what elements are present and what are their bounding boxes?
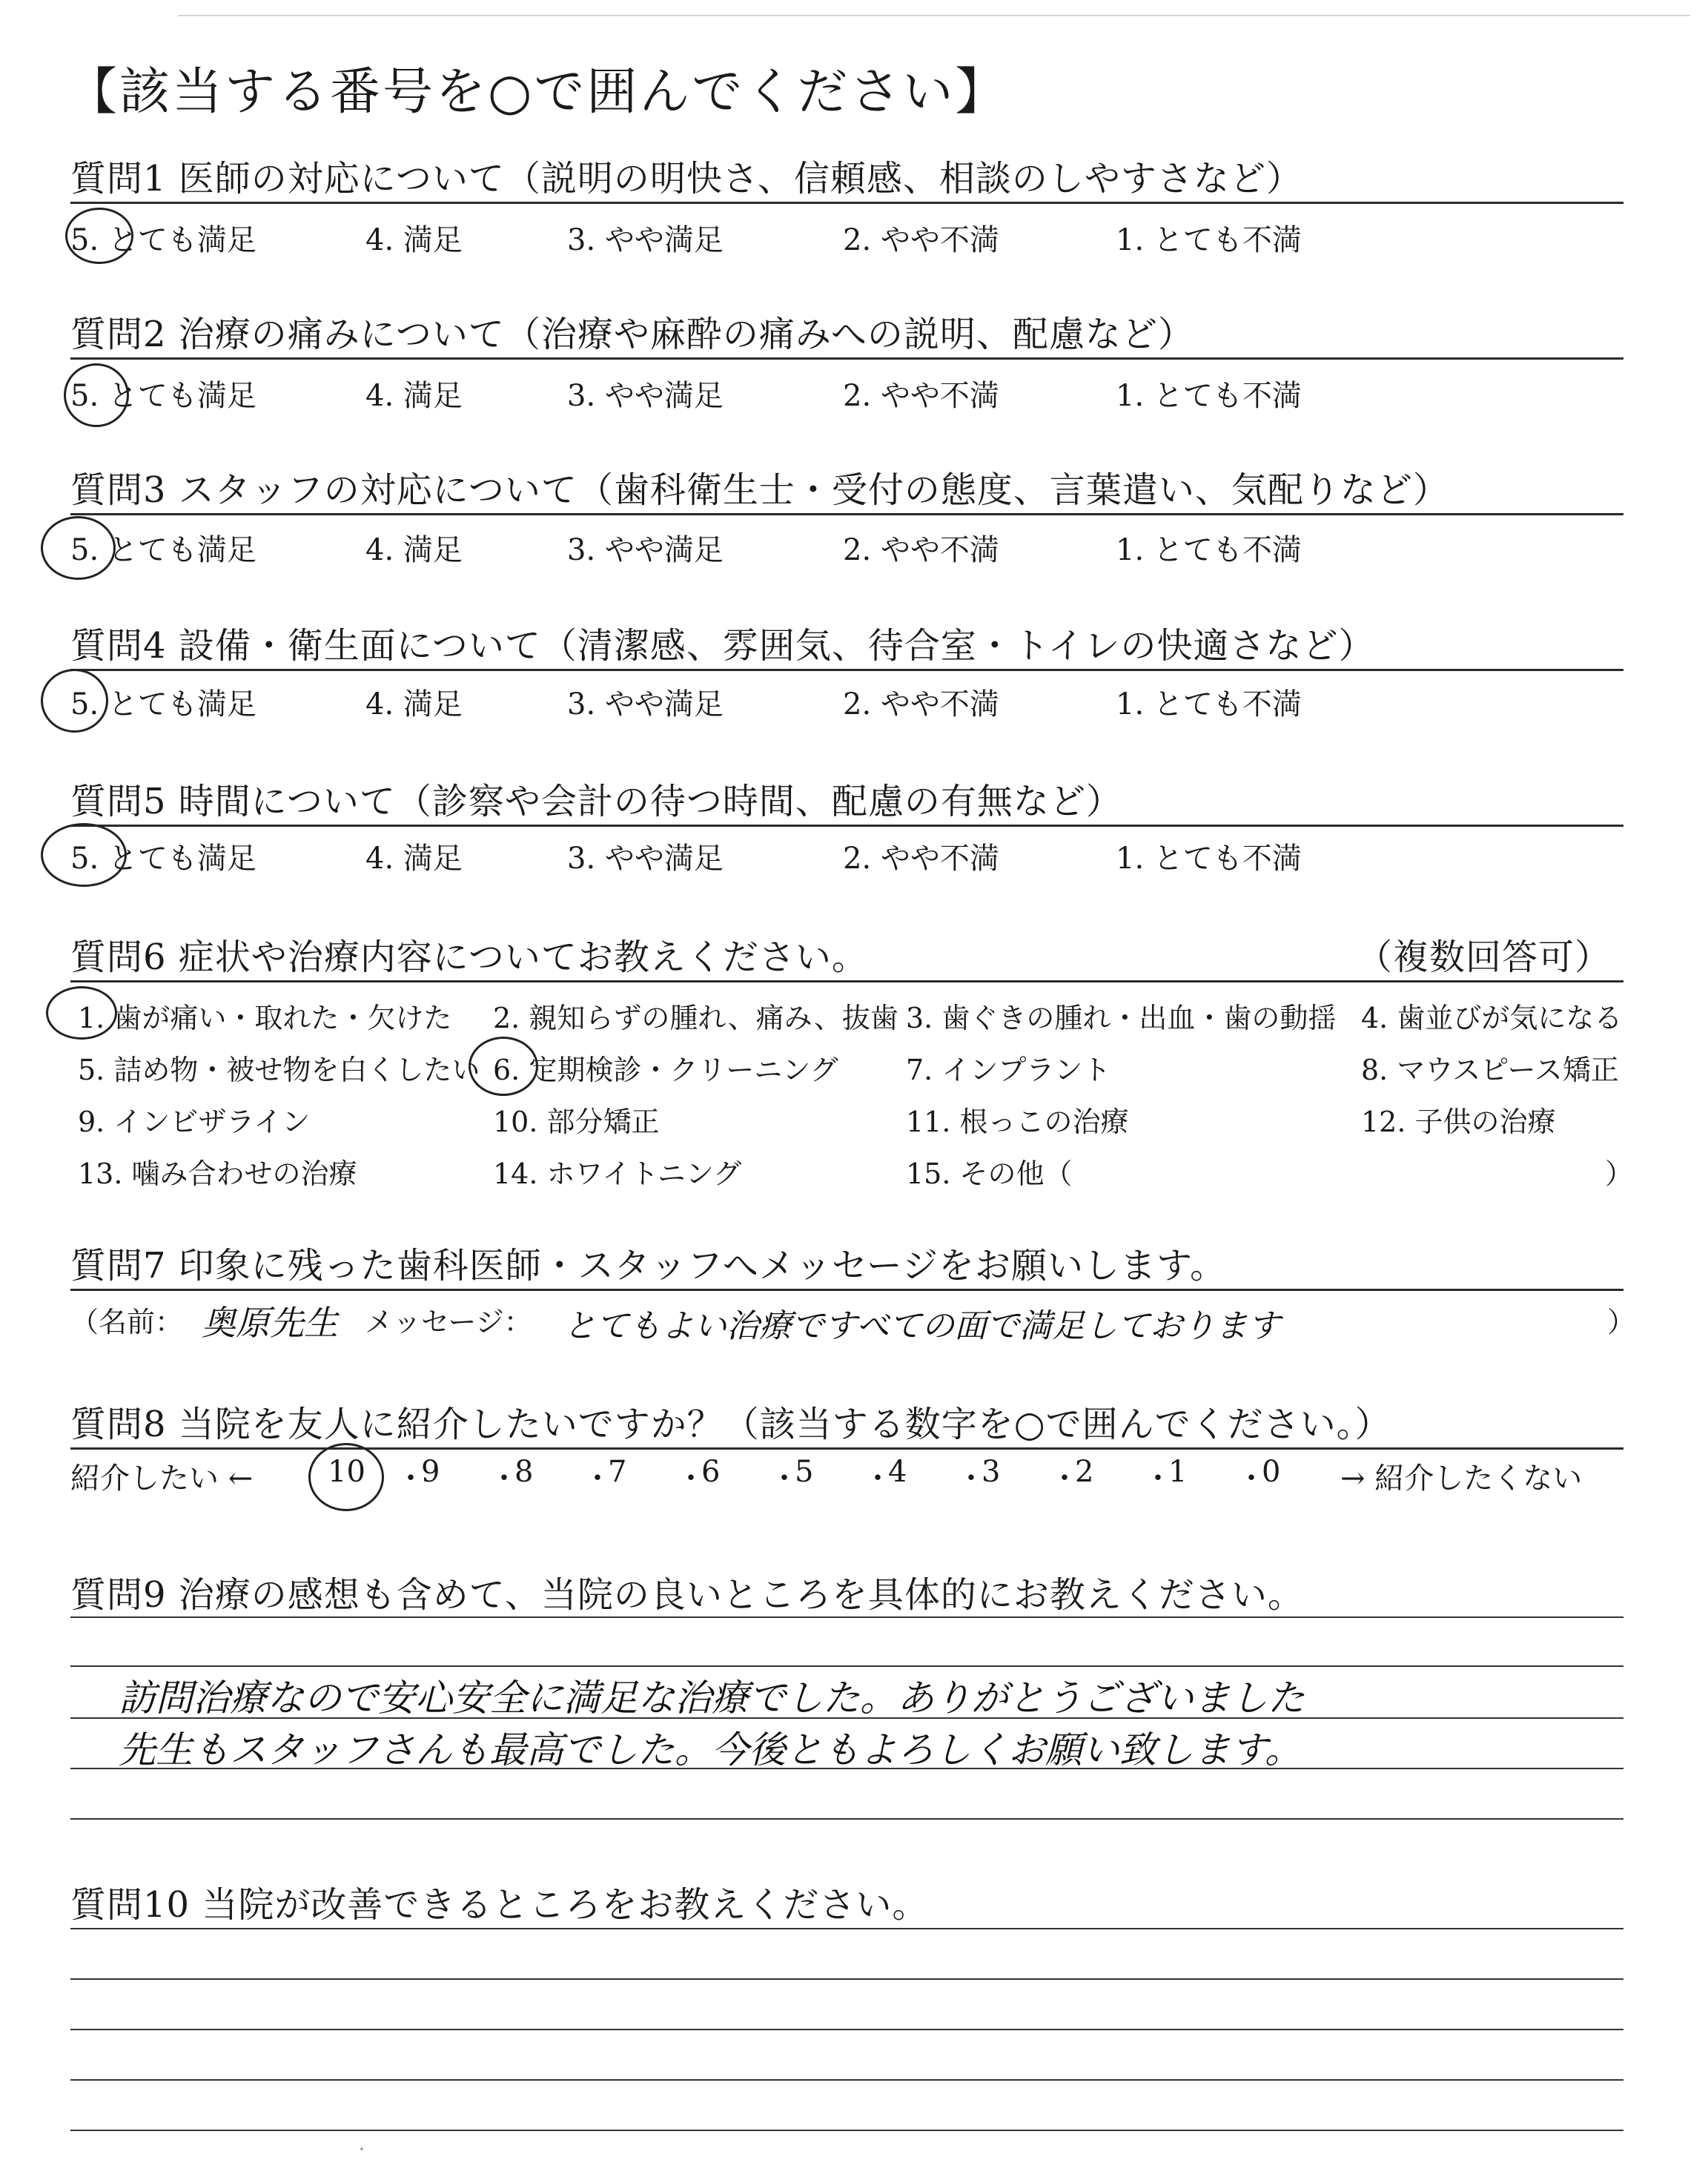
q9-handwritten-line-2[interactable]: 先生もスタッフさんも最高でした。今後ともよろしくお願い致します。: [119, 1728, 1302, 1771]
q1-option-5[interactable]: 5. とても満足: [70, 223, 256, 257]
question-3-title: 質問3 スタッフの対応について（歯科衛生士・受付の態度、言葉遣い、気配りなど）: [70, 469, 1449, 511]
question-9-title: 質問9 治療の感想も含めて、当院の良いところを具体的にお教えください。: [70, 1574, 1304, 1616]
q7-message-handwritten[interactable]: とてもよい治療ですべての面で満足しております: [563, 1307, 1281, 1345]
q2-option-1[interactable]: 1. とても不満: [1116, 379, 1302, 413]
q8-separator-dot: ・: [583, 1462, 612, 1496]
q10-answer-line-5: [70, 2130, 1623, 2131]
question-5-title: 質問5 時間について（診察や会計の待つ時間、配慮の有無など）: [70, 781, 1122, 822]
q8-left-label: 紹介したい ←: [70, 1462, 254, 1496]
q6-option-4[interactable]: 4. 歯並びが気になる: [1361, 1002, 1623, 1034]
q2-option-3[interactable]: 3. やや満足: [567, 379, 724, 413]
q8-right-label: → 紹介したくない: [1340, 1462, 1583, 1496]
q10-answer-line-4: [70, 2079, 1623, 2081]
q10-answer-line-1: [70, 1928, 1623, 1929]
q8-separator-dot: ・: [1143, 1462, 1173, 1496]
q6-selection-circle-6: [469, 1037, 538, 1096]
scan-speck: [360, 2147, 363, 2150]
q8-separator-dot: ・: [676, 1462, 706, 1496]
q2-option-5[interactable]: 5. とても満足: [70, 379, 256, 413]
q6-option-8[interactable]: 8. マウスピース矯正: [1361, 1054, 1619, 1086]
q5-option-4[interactable]: 4. 満足: [365, 842, 463, 876]
q6-option-13[interactable]: 13. 噛み合わせの治療: [78, 1157, 357, 1190]
question-6-rule: [70, 980, 1623, 982]
q10-answer-line-2: [70, 1978, 1623, 1980]
q3-option-5[interactable]: 5. とても満足: [70, 533, 256, 567]
q8-separator-dot: ・: [396, 1462, 426, 1496]
q6-option-6[interactable]: 6. 定期検診・クリーニング: [493, 1054, 838, 1086]
question-4-rule: [70, 669, 1623, 671]
question-8-rule: [70, 1447, 1623, 1450]
q4-option-3[interactable]: 3. やや満足: [567, 687, 724, 721]
q6-option-9[interactable]: 9. インビザライン: [78, 1106, 311, 1138]
q7-close-paren: ）: [1607, 1306, 1636, 1338]
q9-answer-line-5: [70, 1818, 1623, 1820]
q3-option-1[interactable]: 1. とても不満: [1116, 533, 1302, 567]
question-10-title: 質問10 当院が改善できるところをお教えください。: [70, 1884, 929, 1926]
q1-option-2[interactable]: 2. やや不満: [843, 223, 999, 257]
q8-number-10[interactable]: 10: [328, 1455, 365, 1489]
q9-answer-line-1: [70, 1616, 1623, 1618]
question-3-rule: [70, 513, 1623, 515]
q9-answer-line-2: [70, 1665, 1623, 1667]
q2-option-2[interactable]: 2. やや不満: [843, 379, 999, 413]
q8-number-4[interactable]: 4: [888, 1455, 907, 1489]
q1-option-3[interactable]: 3. やや満足: [567, 223, 724, 257]
q10-answer-line-3: [70, 2029, 1623, 2030]
q5-option-3[interactable]: 3. やや満足: [567, 842, 724, 876]
q7-message-label: メッセージ：: [365, 1306, 532, 1338]
q8-separator-dot: ・: [769, 1462, 799, 1496]
q7-name-handwritten[interactable]: 奥原先生: [202, 1303, 338, 1343]
q8-separator-dot: ・: [489, 1462, 519, 1496]
q8-selection-circle: [308, 1443, 384, 1511]
q4-option-4[interactable]: 4. 満足: [365, 687, 463, 721]
q3-option-2[interactable]: 2. やや不満: [843, 533, 999, 567]
q1-selection-circle: [65, 208, 133, 264]
question-4-title: 質問4 設備・衛生面について（清潔感、雰囲気、待合室・トイレの快適さなど）: [70, 625, 1375, 667]
q8-number-8[interactable]: 8: [514, 1455, 534, 1489]
q4-option-1[interactable]: 1. とても不満: [1116, 687, 1302, 721]
q3-selection-circle: [41, 516, 116, 580]
q4-option-5[interactable]: 5. とても満足: [70, 687, 256, 721]
q6-option-7[interactable]: 7. インプラント: [906, 1054, 1111, 1086]
q6-option-3[interactable]: 3. 歯ぐきの腫れ・出血・歯の動揺: [906, 1002, 1337, 1034]
question-2-title: 質問2 治療の痛みについて（治療や麻酔の痛みへの説明、配慮など）: [70, 314, 1194, 355]
q5-option-1[interactable]: 1. とても不満: [1116, 842, 1302, 876]
q3-option-4[interactable]: 4. 満足: [365, 533, 463, 567]
q8-separator-dot: ・: [1050, 1462, 1079, 1496]
q6-other-close-paren: ）: [1605, 1157, 1634, 1190]
q8-number-6[interactable]: 6: [701, 1455, 721, 1489]
q4-selection-circle: [41, 669, 108, 733]
q7-name-label: （名前：: [70, 1306, 184, 1338]
q2-option-4[interactable]: 4. 満足: [365, 379, 463, 413]
q6-option-11[interactable]: 11. 根っこの治療: [906, 1106, 1129, 1138]
q9-handwritten-line-1[interactable]: 訪問治療なので安心安全に満足な治療でした。ありがとうございました: [119, 1677, 1305, 1720]
question-7-rule: [70, 1289, 1623, 1291]
question-8-title: 質問8 当院を友人に紹介したいですか？（該当する数字を○で囲んでください。）: [70, 1404, 1391, 1445]
question-6-note: （複数回答可）: [1357, 937, 1612, 978]
q6-option-10[interactable]: 10. 部分矯正: [493, 1106, 660, 1138]
q6-option-14[interactable]: 14. ホワイトニング: [493, 1157, 742, 1190]
q5-option-2[interactable]: 2. やや不満: [843, 842, 999, 876]
q8-number-1[interactable]: 1: [1168, 1455, 1188, 1489]
question-5-rule: [70, 825, 1623, 827]
question-6-title: 質問6 症状や治療内容についてお教えください。: [70, 937, 868, 978]
q6-option-5[interactable]: 5. 詰め物・被せ物を白くしたい: [78, 1054, 480, 1086]
question-2-rule: [70, 357, 1623, 360]
q3-option-3[interactable]: 3. やや満足: [567, 533, 724, 567]
q6-selection-circle-1: [46, 986, 117, 1040]
q5-selection-circle: [41, 823, 127, 887]
q8-number-2[interactable]: 2: [1075, 1455, 1094, 1489]
q8-number-3[interactable]: 3: [982, 1455, 1001, 1489]
scan-edge-line: [178, 15, 1690, 16]
question-1-title: 質問1 医師の対応について（説明の明快さ、信頼感、相談のしやすさなど）: [70, 158, 1302, 199]
instruction-header: 【該当する番号を○で囲んでください】: [67, 63, 1008, 122]
q6-option-15[interactable]: 15. その他（: [906, 1157, 1073, 1190]
q8-number-0[interactable]: 0: [1262, 1455, 1281, 1489]
q8-number-9[interactable]: 9: [421, 1455, 440, 1489]
q2-selection-circle: [64, 363, 129, 427]
q6-option-12[interactable]: 12. 子供の治療: [1361, 1106, 1556, 1138]
question-1-rule: [70, 202, 1623, 204]
q4-option-2[interactable]: 2. やや不満: [843, 687, 999, 721]
q8-number-7[interactable]: 7: [608, 1455, 627, 1489]
q6-option-2[interactable]: 2. 親知らずの腫れ、痛み、抜歯: [493, 1002, 898, 1034]
q6-option-1[interactable]: 1. 歯が痛い・取れた・欠けた: [78, 1002, 452, 1034]
q8-separator-dot: ・: [956, 1462, 986, 1496]
question-7-title: 質問7 印象に残った歯科医師・スタッフへメッセージをお願いします。: [70, 1245, 1227, 1287]
q1-option-1[interactable]: 1. とても不満: [1116, 223, 1302, 257]
q5-option-5[interactable]: 5. とても満足: [70, 842, 256, 876]
q8-separator-dot: ・: [1237, 1462, 1266, 1496]
q8-number-5[interactable]: 5: [795, 1455, 814, 1489]
q1-option-4[interactable]: 4. 満足: [365, 223, 463, 257]
q8-separator-dot: ・: [863, 1462, 893, 1496]
